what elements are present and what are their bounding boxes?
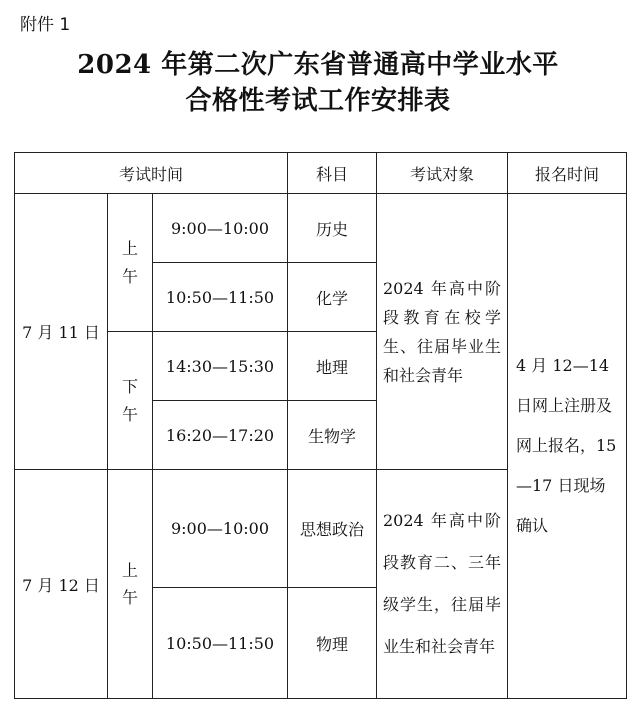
header-exam-target: 考试对象 xyxy=(377,153,508,194)
time-cell: 16:20—17:20 xyxy=(153,401,288,470)
subject-cell: 生物学 xyxy=(288,401,377,470)
period-label: 上午 xyxy=(122,560,139,607)
time-cell: 14:30—15:30 xyxy=(153,332,288,401)
registration-cell xyxy=(508,194,627,699)
attachment-label: 附件 1 xyxy=(20,15,71,35)
period-label: 下午 xyxy=(122,377,139,424)
subject-cell: 化学 xyxy=(288,263,377,332)
target-text: 2024 年高中阶段教育二、三年级学生，往届毕业生和社会青年 xyxy=(383,511,501,656)
subject-cell: 物理 xyxy=(288,588,377,699)
time-cell: 10:50—11:50 xyxy=(153,263,288,332)
header-subject: 科目 xyxy=(288,153,377,194)
target-cell-day1 xyxy=(377,194,508,470)
header-registration-time: 报名时间 xyxy=(508,153,627,194)
registration-text: 4 月 12—14 日网上注册及网上报名，15—17 日现场确认 xyxy=(516,356,617,535)
time-cell: 9:00—10:00 xyxy=(153,470,288,588)
date-cell-day2: 7 月 12 日 xyxy=(15,470,108,699)
time-cell: 9:00—10:00 xyxy=(153,194,288,263)
header-row xyxy=(15,153,627,194)
date-cell-day1: 7 月 11 日 xyxy=(15,194,108,470)
subject-cell: 思想政治 xyxy=(288,470,377,588)
period-label: 上午 xyxy=(122,239,139,286)
period-cell-morning-day2 xyxy=(108,470,153,699)
header-exam-time: 考试时间 xyxy=(15,153,288,194)
document-title-line1: 2024 年第二次广东省普通高中学业水平 xyxy=(77,50,559,80)
document-title-line2: 合格性考试工作安排表 xyxy=(185,86,451,116)
table-row xyxy=(15,194,627,263)
target-text: 2024 年高中阶段教育在校学生、往届毕业生和社会青年 xyxy=(383,278,501,385)
subject-cell: 地理 xyxy=(288,332,377,401)
subject-cell: 历史 xyxy=(288,194,377,263)
period-cell-afternoon-day1 xyxy=(108,332,153,470)
target-cell-day2 xyxy=(377,470,508,699)
time-cell: 10:50—11:50 xyxy=(153,588,288,699)
exam-schedule-table xyxy=(14,152,627,699)
period-cell-morning-day1 xyxy=(108,194,153,332)
